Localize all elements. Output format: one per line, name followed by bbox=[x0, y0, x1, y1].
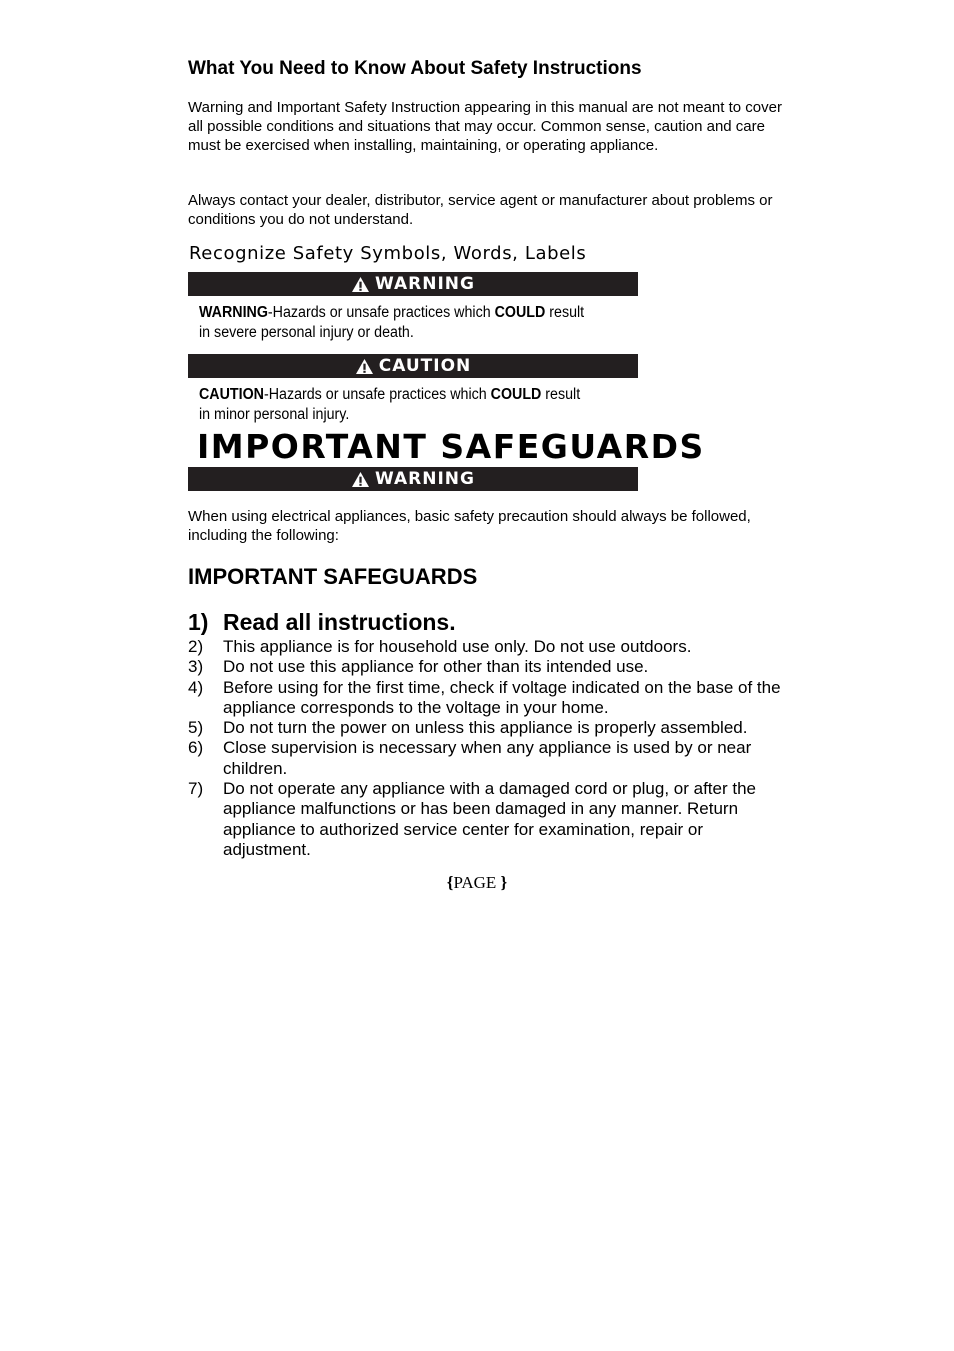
item-text: Do not turn the power on unless this appliance is properly assembled. bbox=[223, 718, 748, 738]
safeguards-list bbox=[188, 637, 788, 860]
page-field: PAGE bbox=[453, 873, 501, 892]
warning-label-bar bbox=[188, 272, 638, 296]
caution-def-pre: -Hazards or unsafe practices which bbox=[263, 386, 491, 403]
caution-label-bar bbox=[188, 354, 638, 378]
item-number: 2) bbox=[188, 637, 204, 656]
section-heading: What You Need to Know About Safety Instructions bbox=[188, 58, 642, 79]
list-item bbox=[188, 657, 788, 677]
item-text: Before using for the first time, check if voltage indicated on the base of the appliance corresponds to the voltage in your home. bbox=[223, 677, 781, 717]
first-instruction bbox=[188, 609, 456, 636]
item-text: Read all instructions. bbox=[223, 609, 456, 635]
item-number: 1) bbox=[188, 609, 209, 635]
warning-triangle-icon bbox=[351, 471, 370, 488]
item-number: 4) bbox=[188, 677, 204, 697]
caution-term: CAUTION bbox=[199, 386, 264, 403]
item-text: Do not use this appliance for other than its intended use. bbox=[223, 657, 649, 677]
caution-definition bbox=[199, 385, 595, 425]
item-number: 3) bbox=[188, 657, 204, 677]
safeguards-heading: IMPORTANT SAFEGUARDS bbox=[188, 564, 478, 589]
footer-open-brace: { bbox=[446, 873, 454, 892]
warning-def-post: result in severe personal injury or death. bbox=[199, 304, 585, 341]
page-footer bbox=[0, 873, 954, 893]
intro-paragraph: Warning and Important Safety Instruction appearing in this manual are not meant to cover all possible conditions and situations that may occur. Common sense, caution and care must be exercised when installing, maintaining, or operating appliance. bbox=[188, 99, 782, 154]
caution-def-post: result in minor personal injury. bbox=[199, 386, 581, 423]
list-item bbox=[188, 637, 788, 657]
banner-warning-bar bbox=[188, 467, 638, 491]
banner-warning-text: WARNING bbox=[375, 469, 475, 489]
warning-def-pre: -Hazards or unsafe practices which bbox=[267, 304, 495, 321]
item-number: 5) bbox=[188, 718, 204, 738]
warning-triangle-icon bbox=[351, 276, 370, 293]
caution-emph: COULD bbox=[490, 386, 542, 403]
precaution-paragraph: When using electrical appliances, basic safety precaution should always be followed, including the following: bbox=[188, 508, 751, 544]
footer-close-brace: } bbox=[500, 873, 508, 892]
warning-label-text: WARNING bbox=[375, 274, 475, 294]
list-item bbox=[188, 678, 788, 719]
item-number: 6) bbox=[188, 738, 204, 758]
list-item bbox=[188, 738, 788, 779]
list-item bbox=[188, 718, 788, 738]
symbols-title: Recognize Safety Symbols, Words, Labels bbox=[189, 243, 587, 264]
important-safeguards-banner: IMPORTANT SAFEGUARDS bbox=[197, 427, 705, 466]
item-text: Do not operate any appliance with a damaged cord or plug, or after the appliance malfunctions or has been damaged in any manner. Return appliance to authorized service center for examination, repair or adjustment. bbox=[223, 779, 757, 859]
caution-triangle-icon bbox=[355, 358, 374, 375]
item-text: Close supervision is necessary when any appliance is used by or near children. bbox=[223, 738, 752, 778]
warning-emph: COULD bbox=[494, 304, 546, 321]
warning-term: WARNING bbox=[199, 304, 268, 321]
contact-paragraph: Always contact your dealer, distributor, service agent or manufacturer about problems or conditions you do not understand. bbox=[188, 192, 773, 228]
item-number: 7) bbox=[188, 779, 204, 799]
warning-definition bbox=[199, 303, 595, 343]
list-item bbox=[188, 779, 788, 860]
item-text: This appliance is for household use only. Do not use outdoors. bbox=[223, 637, 692, 656]
caution-label-text: CAUTION bbox=[378, 356, 472, 376]
